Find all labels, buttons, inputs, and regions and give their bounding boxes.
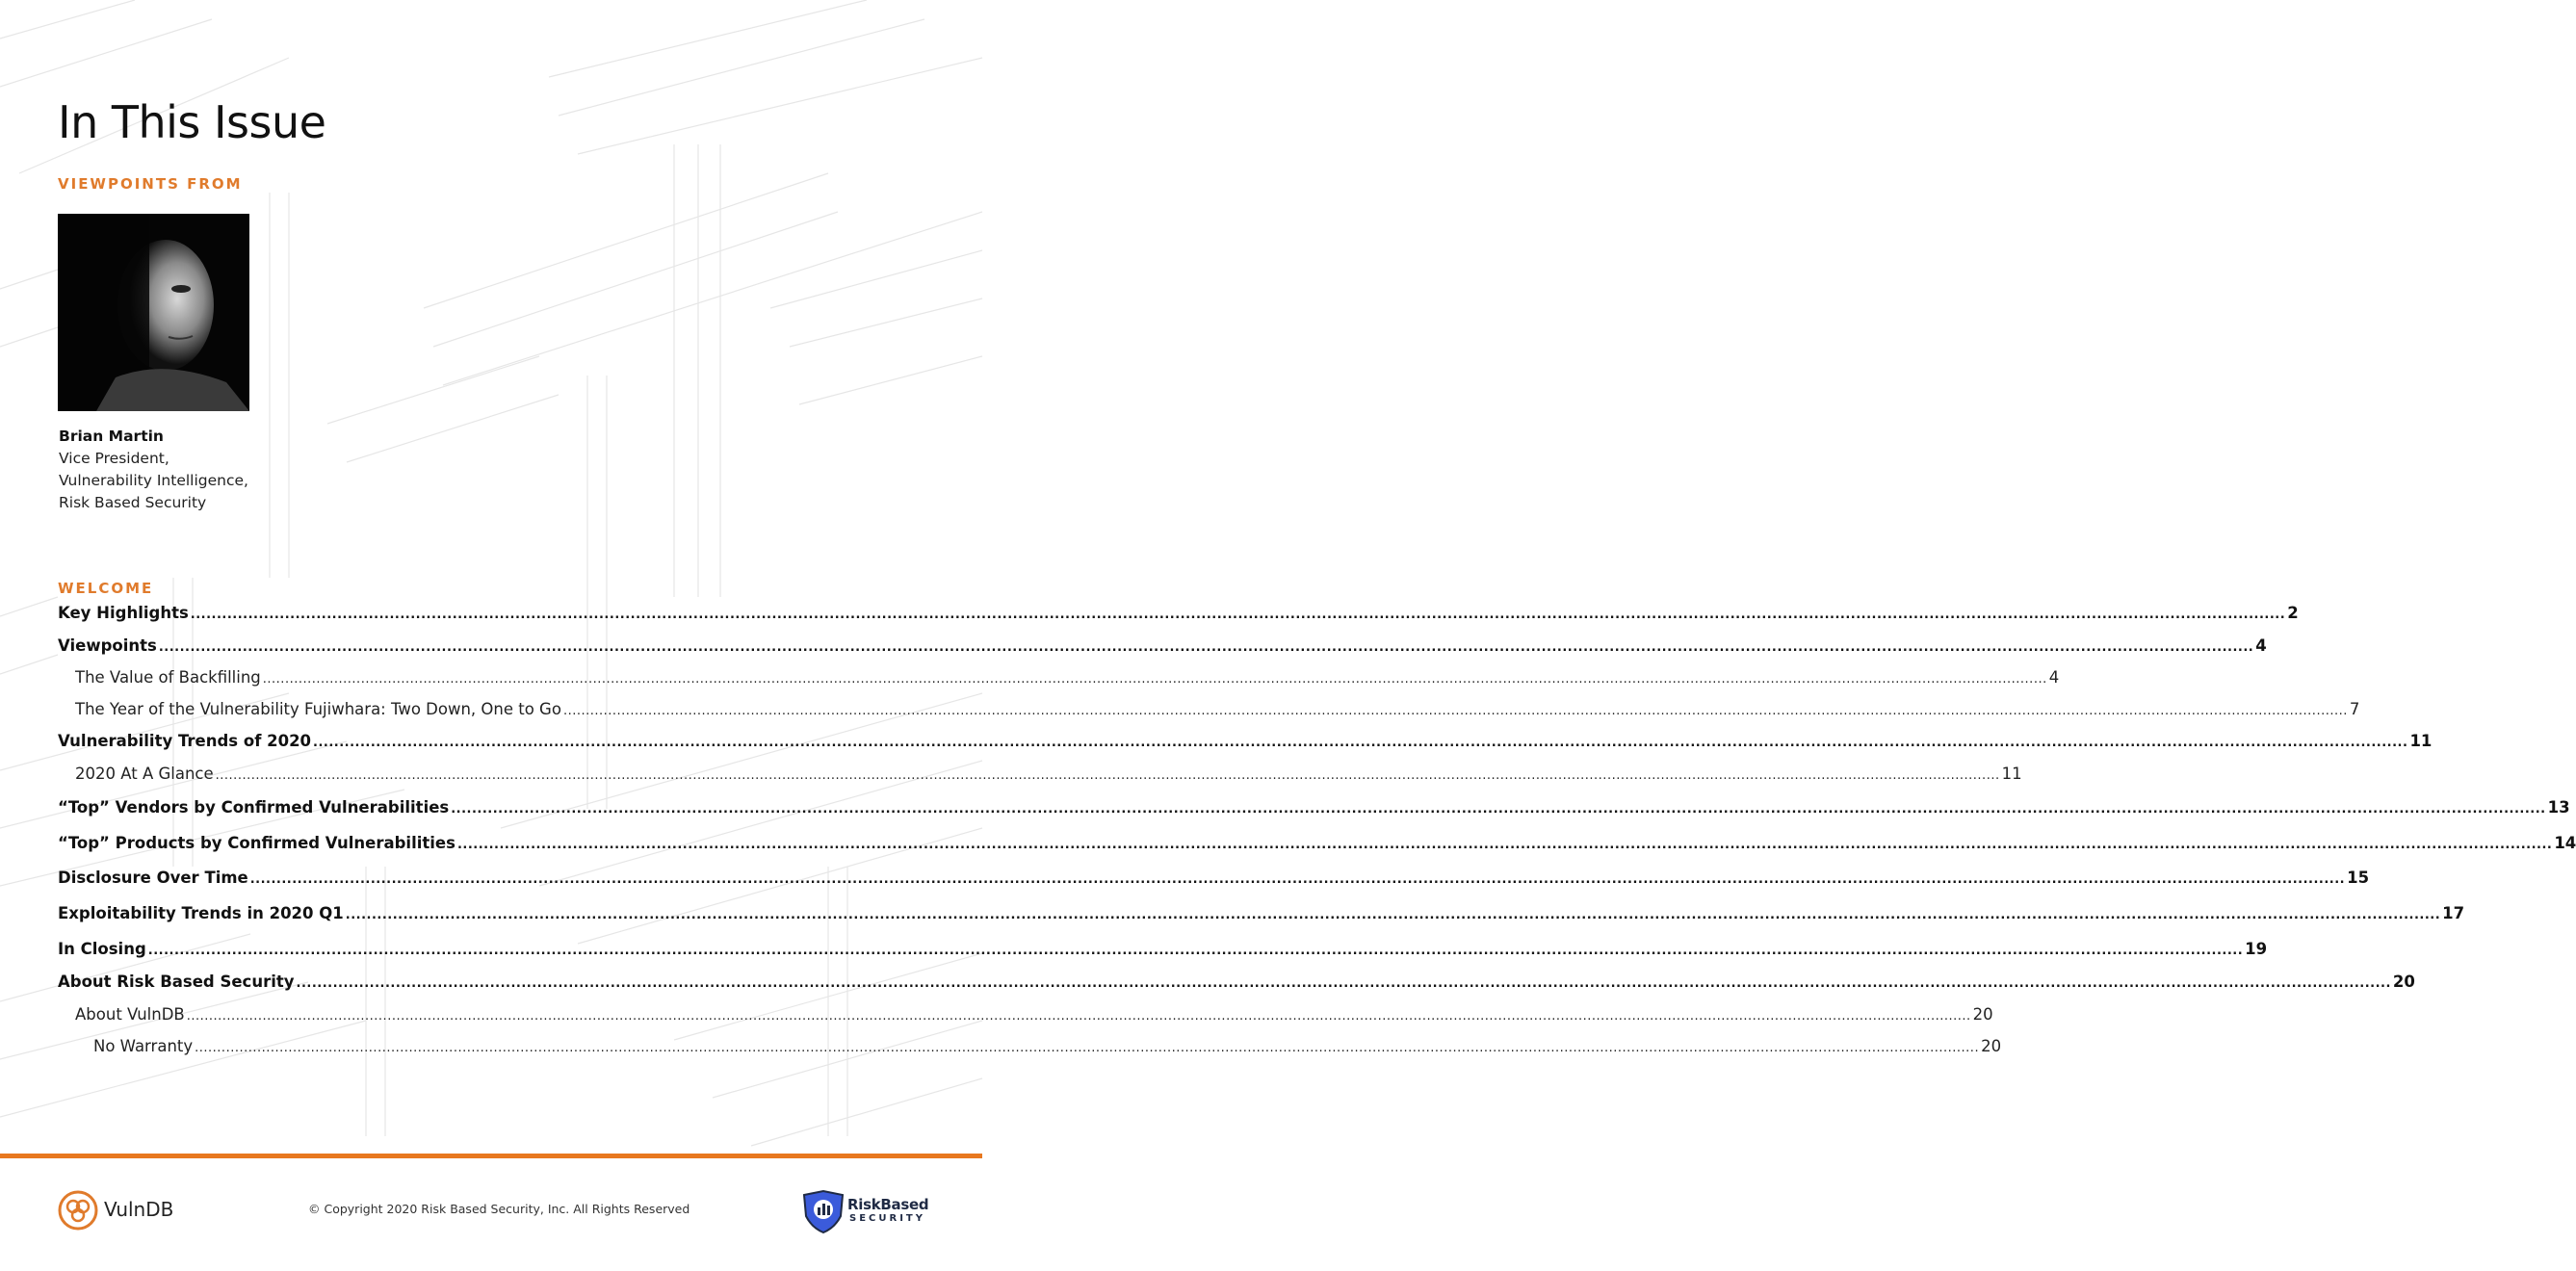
page-title: In This Issue — [58, 96, 326, 148]
toc-entry-title: Disclosure Over Time — [58, 869, 248, 887]
toc-entry-page: 19 — [2245, 940, 2268, 958]
toc-entry-page: 20 — [2392, 973, 2415, 991]
toc-entry-page: 20 — [1972, 1005, 1993, 1024]
toc-entry[interactable] — [58, 797, 2570, 820]
copyright-text: © Copyright 2020 Risk Based Security, Inc. All Rights Reserved — [308, 1202, 690, 1216]
toc-entry[interactable] — [58, 731, 2433, 754]
toc-entry[interactable] — [58, 764, 2022, 787]
toc-entry-title: “Top” Vendors by Confirmed Vulnerabilities — [58, 798, 450, 817]
toc-dot-leader: ................................................................................................................................................................................................................................................................................................................................................................................................................ — [190, 608, 2286, 622]
toc-entry-title: Vulnerability Trends of 2020 — [58, 732, 312, 750]
author-role-line: Vulnerability Intelligence, — [59, 472, 248, 489]
author-role-line: Vice President, — [59, 450, 169, 467]
toc-entry-title: In Closing — [58, 940, 146, 958]
toc-entry-title: Key Highlights — [58, 604, 189, 622]
toc-entry[interactable] — [58, 603, 2299, 626]
toc-entry-title: 2020 At A Glance — [75, 765, 214, 783]
toc-entry-title: No Warranty — [93, 1037, 194, 1055]
toc-entry[interactable] — [58, 972, 2415, 995]
rbs-logo-subtext: SECURITY — [849, 1213, 925, 1224]
author-info — [59, 426, 248, 514]
toc-dot-leader: ................................................................................................................................................................................................................................................................................................................................................................................................................ — [451, 802, 2546, 817]
toc-entry-page: 11 — [2001, 765, 2022, 783]
toc-entry-page: 15 — [2347, 869, 2370, 887]
rbs-logo-text: RiskBased — [847, 1196, 929, 1213]
toc-entry-page: 13 — [2547, 798, 2570, 817]
toc-entry-title: The Year of the Vulnerability Fujiwhara: Two Down, One to Go — [75, 700, 561, 718]
toc-entry-title: Viewpoints — [58, 636, 157, 655]
toc-dot-leader: ................................................................................................................................................................................................................................................................................................................................................................................................................ — [158, 640, 2254, 655]
vulndb-logo-text: VulnDB — [104, 1198, 174, 1221]
toc-entry-page: 7 — [2349, 700, 2360, 718]
toc-entry[interactable] — [58, 699, 2360, 722]
toc-entry[interactable] — [58, 868, 2370, 891]
toc-entry[interactable] — [58, 667, 2060, 690]
toc-dot-leader: ................................................................................................................................................................................................................................................................................................................................................................................................................ — [313, 736, 2408, 750]
toc-entry-page: 4 — [2255, 636, 2267, 655]
toc-entry[interactable] — [58, 939, 2268, 962]
portrait-image — [58, 214, 249, 411]
toc-entry-page: 4 — [2048, 668, 2060, 687]
toc-entry-page: 14 — [2554, 834, 2576, 852]
toc-entry-page: 17 — [2442, 904, 2465, 922]
toc-entry[interactable] — [58, 1036, 2002, 1059]
toc-entry[interactable] — [58, 636, 2267, 659]
toc-entry[interactable] — [58, 833, 2576, 856]
toc-dot-leader: ................................................................................................................................................................................................................................................................................................................................................................................................................ — [296, 976, 2391, 991]
author-role-line: Risk Based Security — [59, 494, 207, 511]
toc-entry-title: The Value of Backfilling — [75, 668, 261, 687]
toc-entry-page: 11 — [2409, 732, 2433, 750]
toc-entry-page: 2 — [2287, 604, 2299, 622]
toc-entry[interactable] — [58, 903, 2465, 926]
toc-dot-leader: ................................................................................................................................................................................................................................................................................................................................................................................................................ — [186, 1009, 1971, 1024]
author-photo — [58, 214, 249, 411]
toc-entry[interactable] — [58, 1004, 1993, 1027]
viewpoints-label: VIEWPOINTS FROM — [58, 175, 243, 193]
toc-dot-leader: ................................................................................................................................................................................................................................................................................................................................................................................................................ — [562, 704, 2348, 718]
toc-dot-leader: ................................................................................................................................................................................................................................................................................................................................................................................................................ — [195, 1041, 1980, 1055]
welcome-label: WELCOME — [58, 580, 154, 597]
toc-dot-leader: ................................................................................................................................................................................................................................................................................................................................................................................................................ — [147, 944, 2244, 958]
author-name: Brian Martin — [59, 428, 164, 445]
toc-dot-leader: ................................................................................................................................................................................................................................................................................................................................................................................................................ — [249, 872, 2346, 887]
toc-dot-leader: ................................................................................................................................................................................................................................................................................................................................................................................................................ — [345, 908, 2441, 922]
toc-dot-leader: ................................................................................................................................................................................................................................................................................................................................................................................................................ — [456, 838, 2553, 852]
toc-entry-page: 20 — [1981, 1037, 2002, 1055]
toc-entry-title: About VulnDB — [75, 1005, 185, 1024]
toc-entry-title: Exploitability Trends in 2020 Q1 — [58, 904, 344, 922]
toc-entry-title: “Top” Products by Confirmed Vulnerabilities — [58, 834, 455, 852]
toc-dot-leader: ................................................................................................................................................................................................................................................................................................................................................................................................................ — [215, 768, 2000, 783]
toc-entry-title: About Risk Based Security — [58, 973, 295, 991]
toc-dot-leader: ................................................................................................................................................................................................................................................................................................................................................................................................................ — [262, 672, 2047, 687]
